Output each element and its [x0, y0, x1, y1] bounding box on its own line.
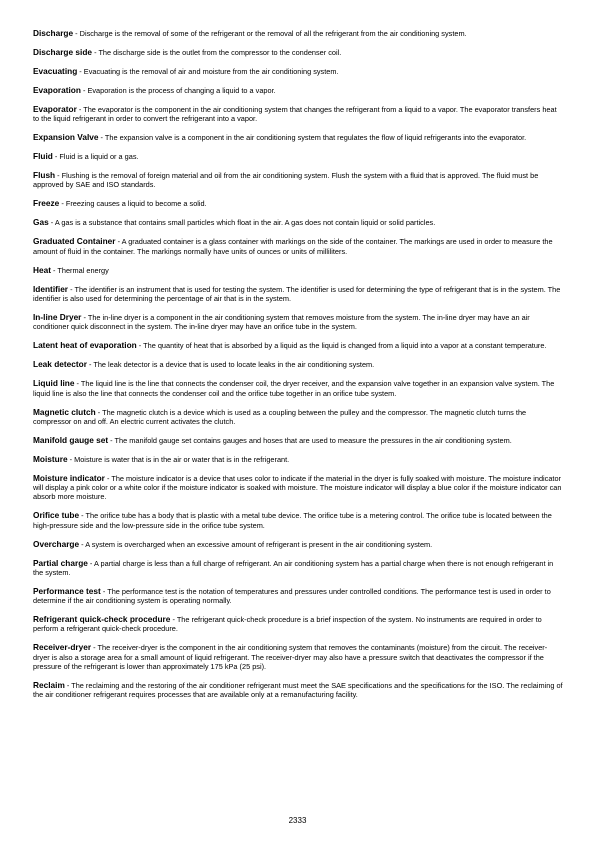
term-separator: -: [91, 643, 98, 653]
glossary-entry: [33, 29, 563, 38]
glossary-definition: Evaporation is the process of changing a liquid to a vapor.: [87, 85, 276, 95]
glossary-term: Heat: [33, 264, 51, 275]
glossary-definition: Fluid is a liquid or a gas.: [59, 152, 139, 162]
glossary-entry: [33, 171, 563, 190]
glossary-definition: The discharge side is the outlet from the compressor to the condenser coil.: [98, 47, 342, 57]
glossary-entry: [33, 360, 563, 369]
glossary-term: Fluid: [33, 151, 53, 162]
glossary-term: Latent heat of evaporation: [33, 340, 137, 351]
glossary-definition: Moisture is water that is in the air or water that is in the refrigerant.: [74, 454, 290, 464]
term-separator: -: [79, 539, 86, 549]
glossary-definition: Flushing is the removal of foreign material and oil from the air conditioning system. Flush the system with a fluid that is approved. The fluid must be approved by SAE and ISO standards.: [33, 171, 539, 190]
glossary-entry: [33, 341, 563, 350]
glossary-term: Receiver-dryer: [33, 642, 92, 653]
glossary-definition: The manifold gauge set contains gauges and hoses that are used to measure the pressures in the air conditioning system.: [114, 435, 512, 445]
glossary-term: Moisture indicator: [33, 472, 105, 483]
glossary-term: Leak detector: [33, 359, 87, 370]
glossary-definition: The moisture indicator is a device that uses color to indicate if the material in the dryer is fully soaked with moisture. The moisture indicator will display a pink color or a white color if the moisture indicator is soaked with moisture. The moisture indicator will display a blue color if the moisture indicator can absorb more moisture.: [33, 473, 562, 502]
glossary-entry: [33, 266, 563, 275]
glossary-entry: [33, 237, 563, 256]
term-separator: -: [170, 615, 177, 625]
term-separator: -: [59, 199, 66, 209]
glossary-entry: [33, 559, 563, 578]
glossary-entry: [33, 511, 563, 530]
glossary-term: Moisture: [33, 453, 68, 464]
glossary-definition: The refrigerant quick-check procedure is a brief inspection of the system. No instruments are required in order to perform a refrigerant quick-check procedure.: [33, 615, 542, 634]
glossary-definition: Evacuating is the removal of air and moisture from the air conditioning system.: [83, 66, 339, 76]
glossary-definition: Discharge is the removal of some of the refrigerant or the removal of all the refrigerant from the air conditioning system.: [79, 29, 467, 38]
term-separator: -: [48, 218, 55, 228]
glossary-term: Discharge side: [33, 46, 93, 57]
term-separator: -: [87, 558, 95, 568]
glossary-term: Magnetic clutch: [33, 406, 96, 417]
glossary-list: [33, 29, 563, 709]
term-separator: -: [55, 171, 62, 181]
glossary-term: Gas: [33, 217, 49, 228]
glossary-entry: [33, 133, 563, 142]
glossary-term: Evacuating: [33, 65, 78, 76]
glossary-entry: [33, 643, 563, 671]
glossary-term: Reclaim: [33, 680, 65, 691]
term-separator: -: [67, 454, 75, 464]
page-number: 2333: [288, 816, 307, 825]
glossary-term: Manifold gauge set: [33, 434, 109, 445]
glossary-term: Graduated Container: [33, 236, 116, 247]
glossary-definition: Thermal energy: [57, 265, 109, 275]
glossary-term: Overcharge: [33, 538, 80, 549]
term-separator: -: [68, 284, 75, 294]
glossary-definition: The in-line dryer is a component in the air conditioning system that removes moisture from the system. The in-line dryer may have an air conditioner quick disconnect in the system. The in-line dryer may have an orifice tube in the system.: [33, 312, 530, 332]
glossary-term: Orifice tube: [33, 510, 80, 521]
glossary-definition: The leak detector is a device that is used to locate leaks in the air conditioning system.: [93, 360, 375, 370]
term-separator: -: [80, 85, 88, 95]
glossary-definition: The orifice tube has a body that is plastic with a metal tube device. The orifice tube is a metering control. The orifice tube is located between the high-pressure side and the low-pressure side in the orifice tube system.: [33, 511, 552, 530]
glossary-definition: The receiver-dryer is the component in the air conditioning system that removes the contaminants (moisture) from the circuit. The receiver-dryer is also a storage area for a small amount of liquid refrigerant. The receiver-dryer may also have a pressure switch that deactivates the compressor if the pressure of the refrigerant is lower than approximately 175 kPa (25 psi).: [33, 643, 548, 672]
term-separator: -: [64, 681, 72, 691]
glossary-definition: The magnetic clutch is a device which is used as a coupling between the pulley and the compressor. The magnetic clutch turns the compressor on and off. An electric current activates the clutch.: [33, 407, 527, 426]
term-separator: -: [86, 360, 94, 370]
glossary-definition: A system is overcharged when an excessive amount of refrigerant is present in the air conditioning system.: [85, 539, 433, 549]
glossary-definition: The identifier is an instrument that is used for testing the system. The identifier is used for determining the type of refrigerant that is in the system. The identifier is also used for determining the percentage of air that is in the system.: [33, 284, 561, 303]
glossary-entry: [33, 313, 563, 332]
glossary-definition: A gas is a substance that contains small particles which float in the air. A gas does not contain liquid or solid particles.: [54, 218, 436, 228]
glossary-term: Evaporation: [33, 84, 81, 95]
term-separator: -: [136, 341, 144, 351]
term-separator: -: [98, 133, 105, 143]
glossary-entry: [33, 436, 563, 445]
glossary-entry: [33, 681, 563, 700]
glossary-term: Partial charge: [33, 557, 88, 568]
glossary-entry: [33, 540, 563, 549]
glossary-entry: [33, 285, 563, 304]
term-separator: -: [74, 379, 81, 389]
glossary-definition: Freezing causes a liquid to become a solid.: [65, 199, 207, 209]
glossary-entry: [33, 152, 563, 161]
term-separator: -: [92, 47, 99, 57]
glossary-term: Refrigerant quick-check procedure: [33, 614, 171, 625]
term-separator: -: [115, 237, 122, 247]
glossary-term: Discharge: [33, 28, 74, 38]
glossary-entry: [33, 86, 563, 95]
term-separator: -: [52, 152, 60, 162]
glossary-definition: The liquid line is the line that connects the condenser coil, the dryer receiver, and the expansion valve together in an expansion valve system. The liquid line is also the line that connects the condenser coil and the orifice tube together in an orifice tube system.: [33, 379, 555, 398]
term-separator: -: [81, 312, 88, 322]
term-separator: -: [50, 265, 58, 275]
glossary-definition: The evaporator is the component in the air conditioning system that changes the refrigerant from a liquid to a vapor. The evaporator transfers heat to the liquid refrigerant in order to convert the refrigerant into a vapor.: [33, 104, 557, 124]
glossary-definition: The performance test is the notation of temperatures and pressures under controlled conditions. The performance test is used in order to determine if the air conditioning system is operating normally.: [33, 586, 551, 606]
glossary-term: Performance test: [33, 585, 101, 596]
glossary-entry: [33, 474, 563, 502]
glossary-definition: The expansion valve is a component in the air conditioning system that regulates the flow of liquid refrigerants into the evaporator.: [104, 133, 527, 143]
glossary-entry: [33, 105, 563, 124]
glossary-term: In-line Dryer: [33, 311, 82, 322]
glossary-entry: [33, 615, 563, 634]
glossary-entry: [33, 455, 563, 464]
term-separator: -: [95, 407, 103, 417]
glossary-term: Identifier: [33, 283, 69, 294]
term-separator: -: [73, 29, 80, 38]
glossary-definition: A graduated container is a glass container with markings on the side of the container. The markings are used in order to measure the amount of fluid in the container. The markings normally have units of ounces or units of milliliters.: [33, 237, 553, 256]
glossary-entry: [33, 67, 563, 76]
term-separator: -: [108, 435, 115, 445]
glossary-definition: The quantity of heat that is absorbed by a liquid as the liquid is changed from a liquid into a vapor at a constant temperature.: [143, 341, 547, 351]
glossary-entry: [33, 48, 563, 57]
glossary-term: Expansion Valve: [33, 132, 99, 143]
term-separator: -: [79, 511, 86, 521]
glossary-term: Freeze: [33, 198, 60, 209]
glossary-entry: [33, 408, 563, 427]
term-separator: -: [104, 473, 112, 483]
glossary-entry: [33, 587, 563, 606]
glossary-definition: The reclaiming and the restoring of the air conditioner refrigerant must meet the SAE specifications and the specifications for the ISO. The reclaiming of the air conditioner refrigerant requires processes that are available only at a remanufacturing facility.: [33, 681, 563, 700]
term-separator: -: [77, 66, 84, 76]
term-separator: -: [76, 104, 84, 114]
glossary-entry: [33, 379, 563, 398]
glossary-term: Flush: [33, 170, 56, 181]
glossary-definition: A partial charge is less than a full charge of refrigerant. An air conditioning system has a partial charge when there is not enough refrigerant in the system.: [33, 558, 554, 577]
glossary-term: Liquid line: [33, 378, 75, 389]
glossary-entry: [33, 199, 563, 208]
term-separator: -: [100, 586, 108, 596]
glossary-entry: [33, 218, 563, 227]
glossary-term: Evaporator: [33, 103, 77, 114]
